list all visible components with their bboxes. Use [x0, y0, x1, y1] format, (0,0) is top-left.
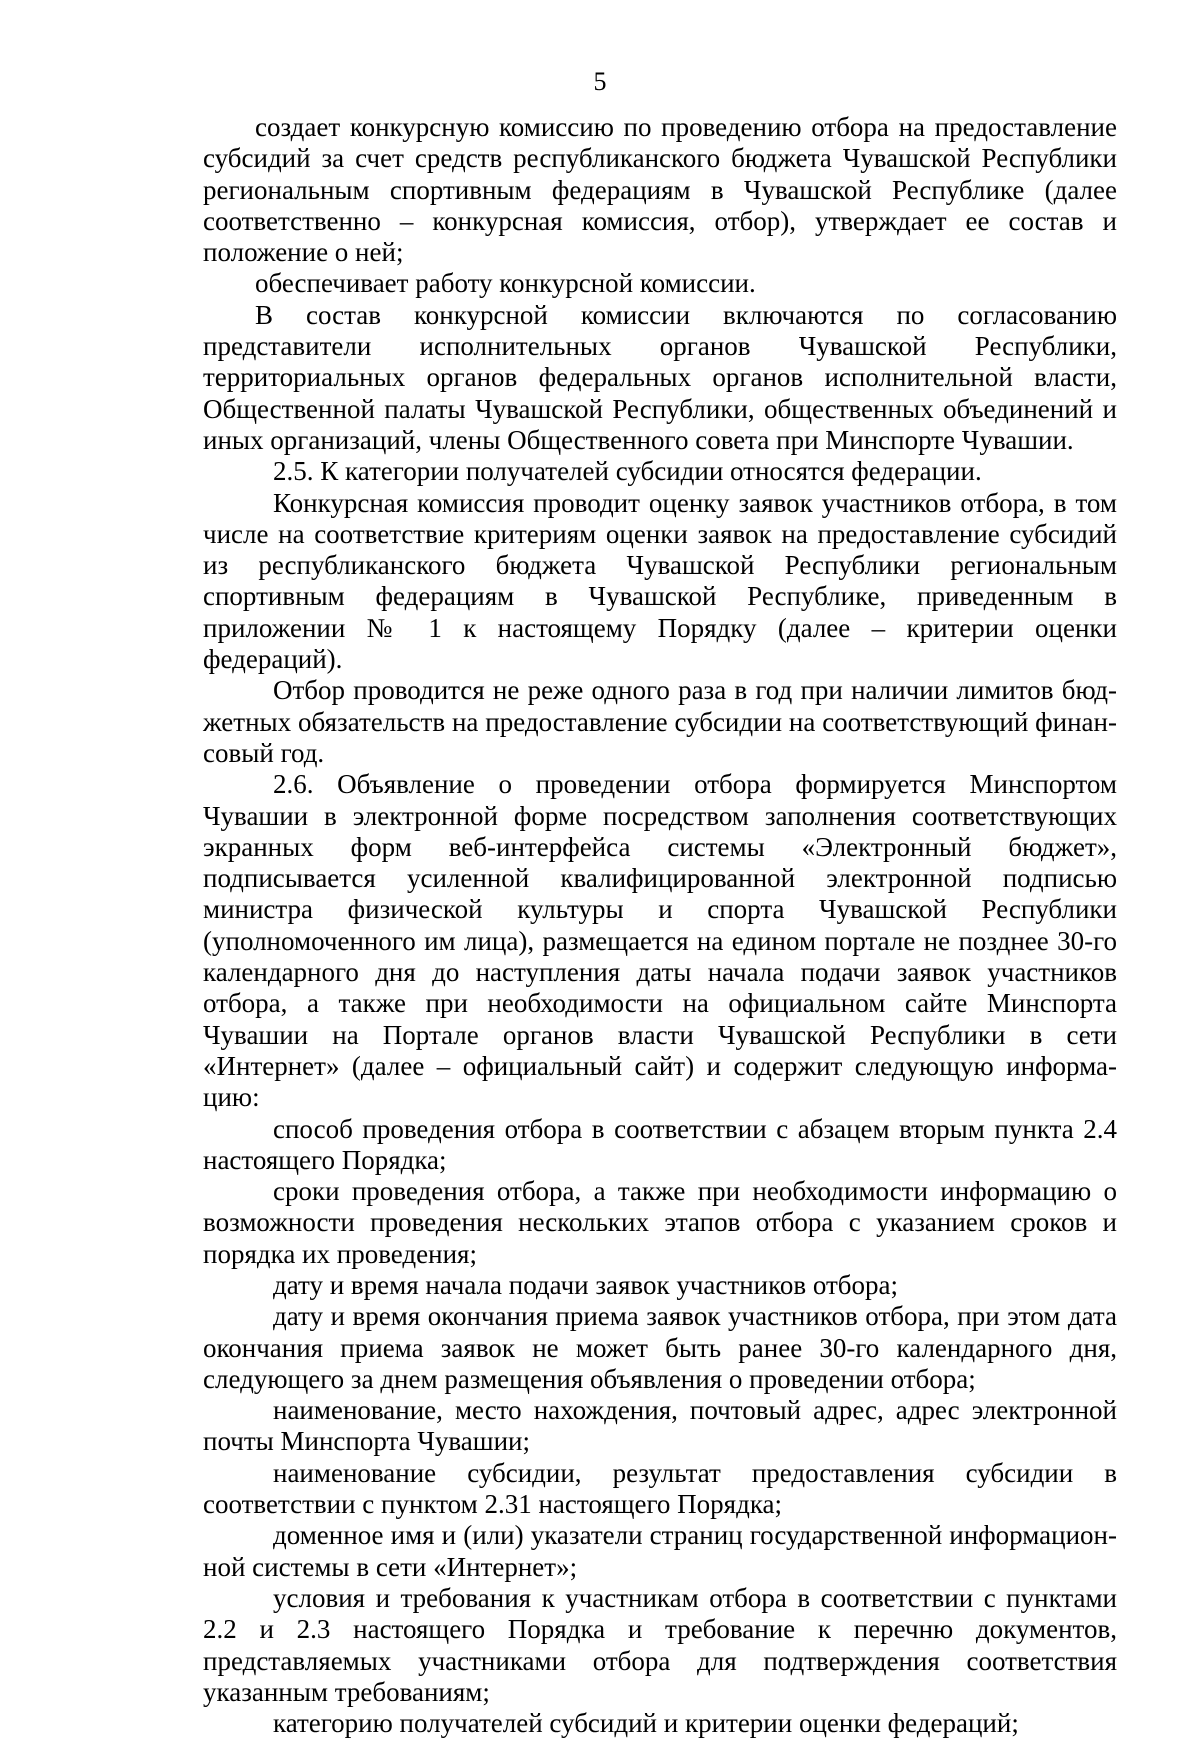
- paragraph: Отбор проводится не реже одного раза в год при наличии лимитов бюджетных обязательств на предоставление субсидии на соответствующий финансовый год.: [203, 675, 1117, 768]
- paragraph: категорию получателей субсидий и критерии оценки федераций;: [273, 1708, 1019, 1739]
- paragraph: обеспечивает работу конкурсной комиссии.: [255, 268, 756, 299]
- paragraph: 2.5. К категории получателей субсидии относятся федерации.: [273, 456, 982, 487]
- paragraph: 2.6. Объявление о проведении отбора формируется Минспортом Чувашии в электронной форме посредством заполнения соответствующих экранных форм веб-интерфейса системы «Электронный бюджет», подписывается усиленной квалифицированной электронной подписью министра физической культуры и спорта Чувашской Республики (уполномоченного им лица), размещается на едином портале не позднее 30-го календарного дня до наступления даты начала подачи заявок участников отбора, а также при необходимости на официальном сайте Минспорта Чувашии на Портале органов власти Чувашской Республики в сети «Интернет» (далее – официальный сайт) и содержит следующую информацию:: [203, 769, 1117, 1113]
- paragraph: условия и требования к участникам отбора в соответствии с пунктами 2.2 и 2.3 настоящего Порядка и требование к перечню документов, представляемых участниками отбора для подтверждения соответствия указанным требованиям;: [203, 1582, 1117, 1707]
- body-text: [203, 112, 1117, 1739]
- paragraph: наименование субсидии, результат предоставления субсидии в соответствии с пунктом 2.31 настоящего Порядка;: [203, 1457, 1117, 1520]
- paragraph: наименование, место нахождения, почтовый адрес, адрес электронной почты Минспорта Чувашии;: [203, 1395, 1117, 1457]
- paragraph: создает конкурсную комиссию по проведению отбора на предоставление субсидий за счет средств республиканского бюджета Чувашской Республики региональным спортивным федерациям в Чувашской Республике (далее соответственно – конкурсная комиссия, отбор), утверждает ее состав и положение о ней;: [203, 112, 1117, 268]
- paragraph: доменное имя и (или) указатели страниц государственной информационной системы в сети «Интернет»;: [203, 1520, 1117, 1582]
- paragraph: сроки проведения отбора, а также при необходимости информацию о возможности проведения нескольких этапов отбора с указанием сроков и порядка их проведения;: [203, 1176, 1117, 1269]
- paragraph: способ проведения отбора в соответствии с абзацем вторым пункта 2.4 настоящего Порядка;: [203, 1113, 1117, 1175]
- paragraph: дату и время окончания приема заявок участников отбора, при этом дата окончания приема заявок не может быть ранее 30-го календарного дня, следующего за днем размещения объявления о проведении отбора;: [203, 1301, 1117, 1394]
- page-number: 5: [593, 67, 607, 96]
- paragraph: Конкурсная комиссия проводит оценку заявок участников отбора, в том числе на соответствие критериям оценки заявок на предоставление субсидий из республиканского бюджета Чувашской Республики региональным спортивным федерациям в Чувашской Республике, приведенным в приложении № 1 к настоящему Порядку (далее – критерии оценки федераций).: [203, 487, 1117, 675]
- paragraph: дату и время начала подачи заявок участников отбора;: [273, 1269, 899, 1300]
- paragraph: В состав конкурсной комиссии включаются по согласованию представители исполнительных органов Чувашской Республики, территориальных органов федеральных органов исполнительной власти, Общественной палаты Чувашской Республики, общественных объединений и иных организаций, члены Общественного совета при Минспорте Чувашии.: [203, 299, 1117, 455]
